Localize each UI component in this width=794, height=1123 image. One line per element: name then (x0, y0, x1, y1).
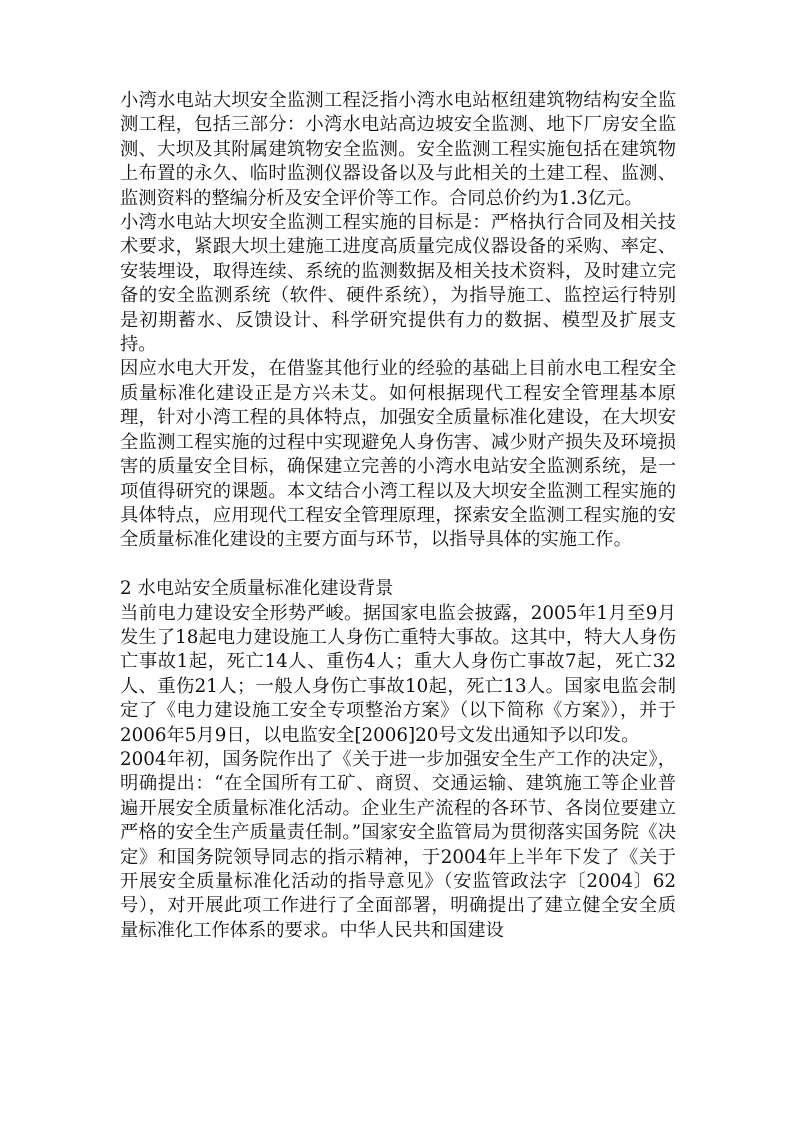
section-paragraph-2: 2004年初，国务院作出了《关于进一步加强安全生产工作的决定》，明确提出：“在全国所有工矿、商贸、交通运输、建筑施工等企业普遍开展安全质量标准化活动。企业生产流程的各环节、各岗位要建立严格的安全生产质量责任制。”国家安全监管局为贯彻落实国务院《决定》和国务院领导同志的指示精神，于2004年上半年下发了《关于开展安全质量标准化活动的指导意见》（安监管政法字〔2004〕62号），对开展此项工作进行了全面部署，明确提出了建立健全安全质量标准化工作体系的要求。中华人民共和国建设 (120, 748, 676, 941)
intro-paragraph-1: 小湾水电站大坝安全监测工程泛指小湾水电站枢纽建筑物结构安全监测工程，包括三部分：小湾水电站高边坡安全监测、地下厂房安全监测、大坝及其附属建筑物安全监测。安全监测工程实施包括在建筑物上布置的永久、临时监测仪器设备以及与此相关的土建工程、监测、监测资料的整编分析及安全评价等工作。合同总价约为1.3亿元。 (120, 90, 676, 209)
intro-paragraph-2: 小湾水电站大坝安全监测工程实施的目标是：严格执行合同及相关技术要求，紧跟大坝土建施工进度高质量完成仪器设备的采购、率定、安装埋设，取得连续、系统的监测数据及相关技术资料，及时建立完备的安全监测系统（软件、硬件系统），为指导施工、监控运行特别是初期蓄水、反馈设计、科学研究提供有力的数据、模型及扩展支持。 (120, 212, 676, 356)
blank-line (120, 553, 676, 577)
section-heading: 2 水电站安全质量标准化建设背景 (120, 578, 394, 600)
intro-paragraph-3: 因应水电大开发，在借鉴其他行业的经验的基础上目前水电工程安全质量标准化建设正是方兴未艾。如何根据现代工程安全管理基本原理，针对小湾工程的具体特点，加强安全质量标准化建设，在大坝安全监测工程实施的过程中实现避免人身伤害、减少财产损失及环境损害的质量安全目标，确保建立完善的小湾水电站安全监测系统，是一项值得研究的课题。本文结合小湾工程以及大坝安全监测工程实施的具体特点，应用现代工程安全管理原理，探索安全监测工程实施的安全质量标准化建设的主要方面与环节，以指导具体的实施工作。 (120, 358, 676, 551)
document-body (120, 89, 676, 943)
section-paragraph-1: 当前电力建设安全形势严峻。据国家电监会披露，2005年1月至9月发生了18起电力建设施工人身伤亡重特大事故。这其中，特大人身伤亡事故1起，死亡14人、重伤4人；重大人身伤亡事故7起，死亡32人、重伤21人；一般人身伤亡事故10起，死亡13人。国家电监会制定了《电力建设施工安全专项整治方案》（以下简称《方案》），并于2006年5月9日，以电监安全[2006]20号文发出通知予以印发。 (120, 602, 676, 746)
